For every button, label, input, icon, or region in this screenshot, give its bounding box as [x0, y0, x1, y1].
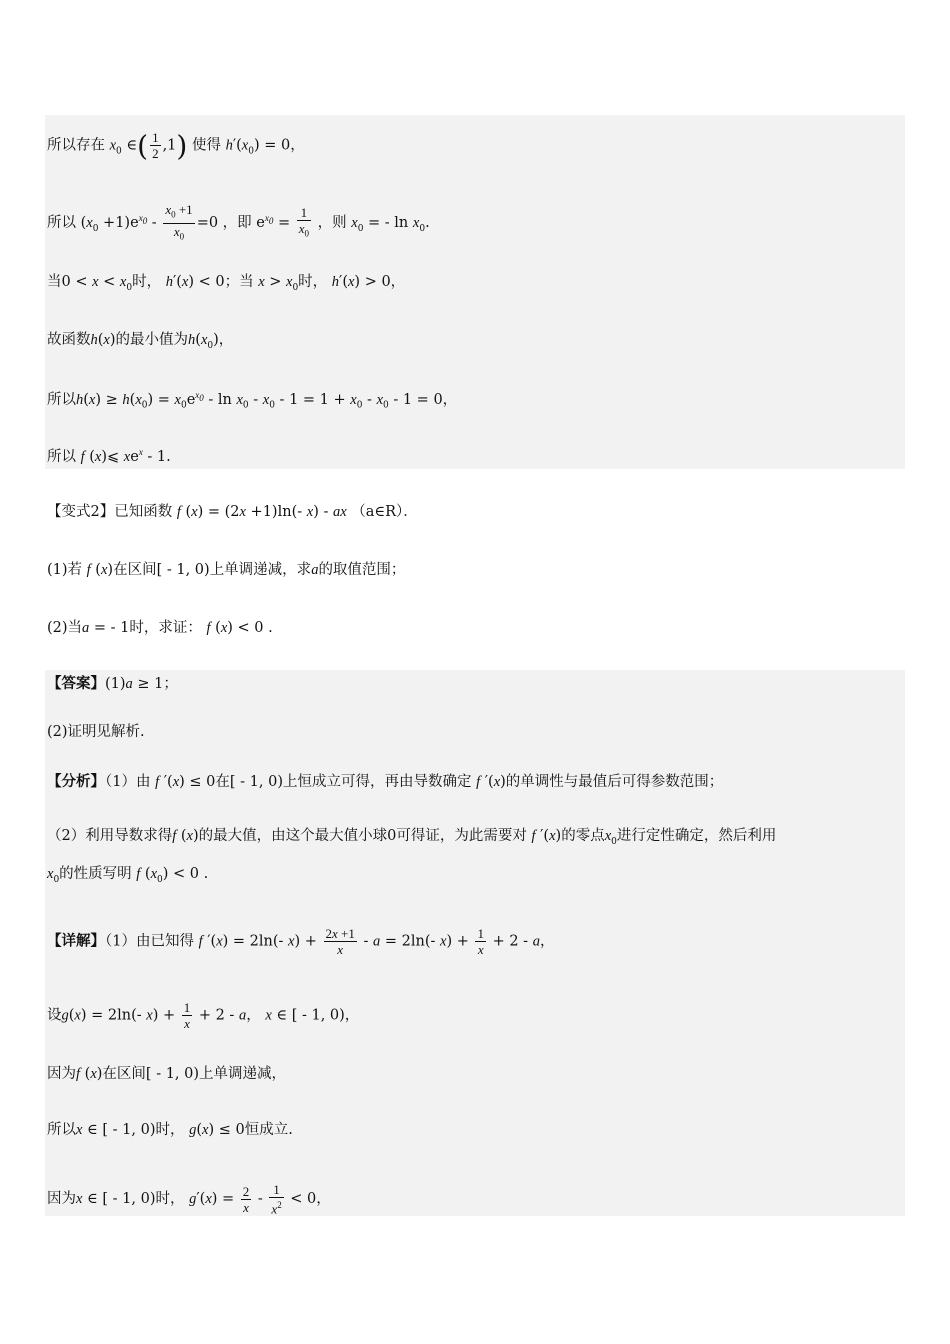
detail-line-5: 因为x ∈ [ - 1, 0)时， g′(x) = $\frac{2}{x}$ - $\frac{1}{x^2}$ < 0，	[47, 1182, 331, 1217]
detail-line-3: 因为f (x)在区间[ - 1, 0)上单调递减，	[47, 1066, 287, 1082]
analysis-line-1: 【分析】（1）由 f ′(x) ≤ 0在[ - 1, 0)上恒成立可得，再由导数确定 f ′(x)的单调性与最值后可得参数范围；	[47, 773, 724, 790]
proof-line-6: 所以 f (x)⩽ $xe^x - 1$.	[47, 447, 171, 465]
proof-line-4: 故函数h(x)的最小值为$h(x_0)$，	[47, 332, 234, 351]
detail-line-1: 【详解】（1）由已知得 f ′(x) = 2ln(- x) + $\frac{2x +1}{x}$ - a = 2ln(- x) + $\frac{1}{x}$ + 2 - a，	[47, 926, 555, 957]
variant-title: 【变式2】已知函数 f (x) = (2x +1)ln(- x) - ax （a∈R）．	[47, 504, 418, 520]
proof-line-1: 所以存在 $x_0$ ∈( $\frac{1}{2}$ ,1) 使得 $h'(x_0) = 0$，	[47, 129, 305, 163]
detail-line-2: 设g(x) = 2ln(- x) + $\frac{1}{x}$ + 2 - a， x ∈ [ - 1, 0)，	[47, 1000, 360, 1031]
detail-line-4: 所以x ∈ [ - 1, 0)时， g(x) ≤ 0恒成立.	[47, 1122, 293, 1138]
proof-line-5: 所以$h(x) \ge h(x_0) = x_0e^{x_0} - \ln x_0 - x_0 - 1 = 1 + x_0 - x_0 - 1 = 0$，	[47, 390, 458, 411]
answer-line-2: (2)证明见解析.	[47, 724, 145, 740]
analysis-line-3: $x_0$的性质写明 f $(x_0) < 0$ .	[47, 866, 209, 885]
analysis-line-2: （2）利用导数求得f (x)的最大值，由这个最大值小球0可得证，为此需要对 f ′(x)的零点$x_0$进行定性确定，然后利用	[47, 828, 777, 847]
answer-line-1: 【答案】(1)a ≥ 1；	[47, 675, 178, 692]
proof-line-2: 所以 $(x_0 +1)e^{x_0}$ - $\frac{x_0 +1}{x_0}$ =0 ，即 $e^{x_0}$ = $\frac{1}{x_0}$ ，则 $x_0$ = - $\ln x_0$.	[47, 202, 430, 242]
variant-q2: (2)当a = - 1时，求证： f (x) < 0 .	[47, 620, 273, 636]
variant-q1: (1)若 f (x)在区间[ - 1, 0)上单调递减，求a的取值范围；	[47, 562, 406, 578]
proof-line-3: 当$0 < x < x_0$时， h′(x) < 0；当 $x > x_0$时， h′(x) > 0，	[47, 274, 406, 293]
